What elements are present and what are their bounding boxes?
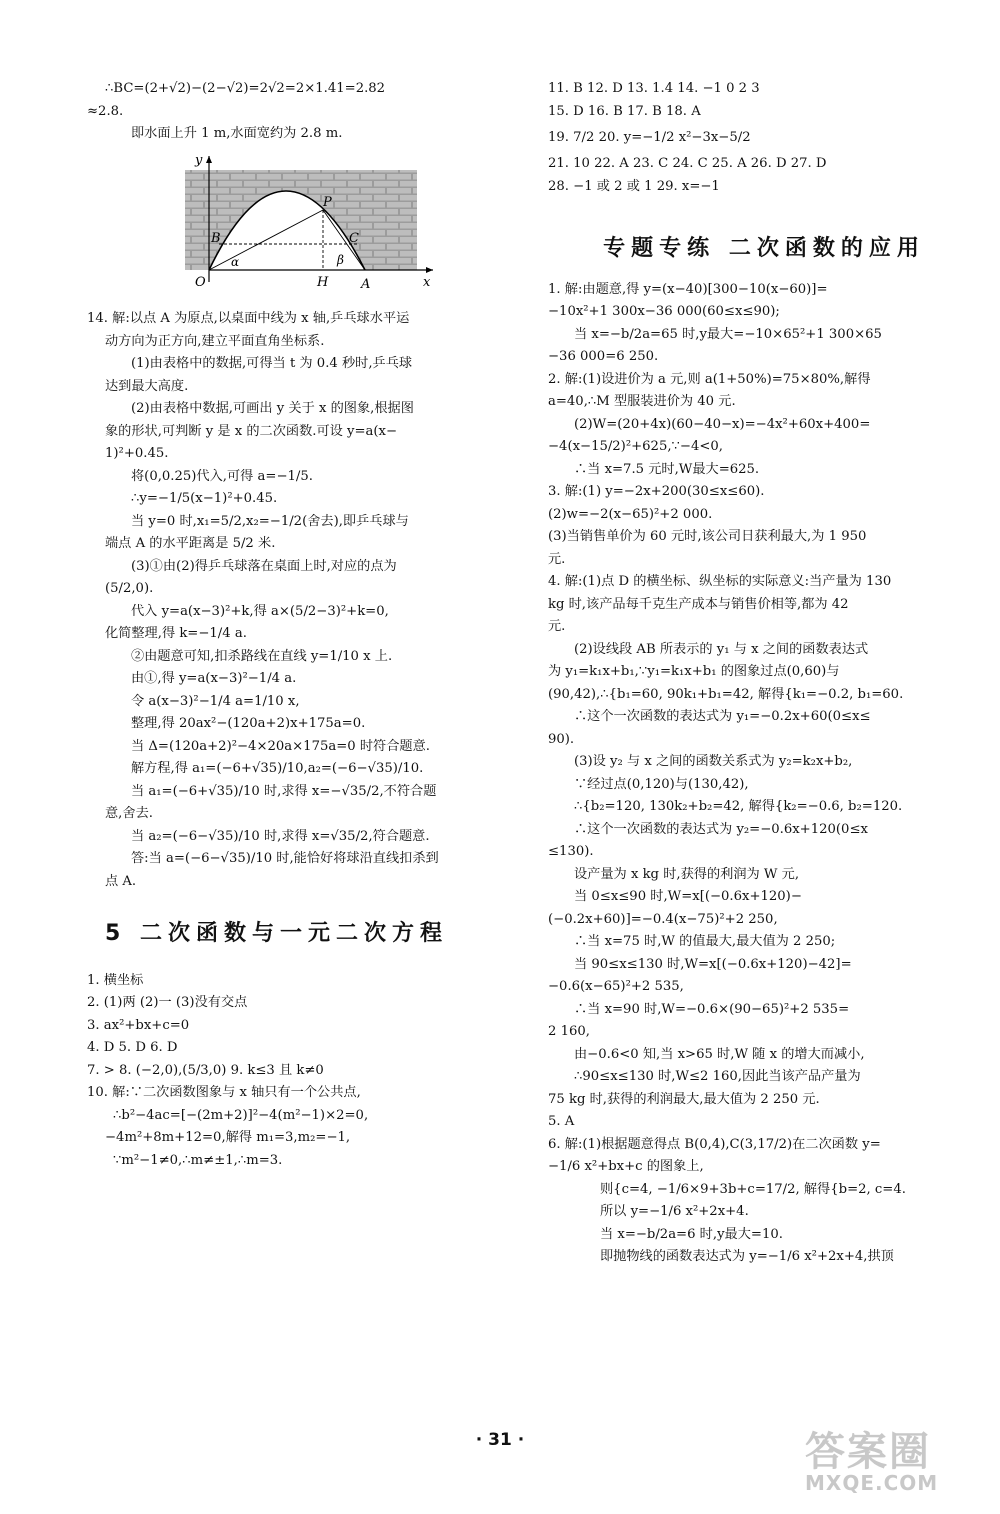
- watermark-text: 答案圈: [805, 1429, 931, 1475]
- label-b: B: [211, 230, 221, 246]
- text-line: 答:当 a=(−6−√35)/10 时,能恰好将球沿直线扣杀到: [131, 851, 439, 866]
- y-axis-arrow: [206, 156, 212, 163]
- text-line: 元.: [548, 619, 566, 634]
- text-line: 象的形状,可判断 y 是 x 的二次函数.可设 y=a(x−: [105, 423, 398, 439]
- text-line: (5/2,0).: [105, 581, 154, 596]
- text-line: 化简整理,得 k=−1/4 a.: [105, 626, 247, 641]
- text-line: 1. 横坐标: [87, 972, 144, 988]
- text-line: 点 A.: [105, 873, 137, 889]
- text-line: −1/6 x²+bx+c 的图象上,: [548, 1159, 704, 1174]
- text-line: ∴当 x=7.5 元时,W最大=625.: [574, 461, 760, 477]
- text-line: 当 x=−b/2a=6 时,y最大=10.: [600, 1226, 783, 1242]
- section-5-answers: [87, 970, 525, 1173]
- page-number: · 31 ·: [475, 1430, 525, 1450]
- text-line: (1)由表格中的数据,可得当 t 为 0.4 秒时,乒乓球: [131, 356, 413, 371]
- section-heading: 专题专练 二次函数的应用: [603, 236, 925, 261]
- text-line: 4. D 5. D 6. D: [87, 1040, 178, 1055]
- text-line: 令 a(x−3)²−1/4 a=1/10 x,: [131, 693, 300, 709]
- left-column: [87, 78, 525, 1172]
- application-solutions: [548, 279, 980, 1269]
- section-heading: 5 二次函数与一元二次方程: [105, 921, 448, 946]
- text-line: ∵m²−1≠0,∴m≠±1,∴m=3.: [113, 1152, 283, 1168]
- text-line: ∴这个一次函数的表达式为 y₂=−0.6x+120(0≤x: [574, 821, 868, 837]
- text-line: 2 160,: [548, 1024, 590, 1039]
- text-line: 90).: [548, 731, 575, 747]
- text-line: 2. (1)两 (2)一 (3)没有交点: [87, 995, 248, 1010]
- text-line: 2. 解:(1)设进价为 a 元,则 a(1+50%)=75×80%,解得: [548, 371, 871, 387]
- text-line: −0.6(x−65)²+2 535,: [548, 979, 684, 994]
- text-line: 由−0.6<0 知,当 x>65 时,W 随 x 的增大而减小,: [574, 1046, 865, 1062]
- text-line: 11. B 12. D 13. 1.4 14. −1 0 2 3: [548, 81, 760, 96]
- text-line: 15. D 16. B 17. B 18. A: [548, 103, 701, 119]
- text-line: 当 x=−b/2a=65 时,y最大=−10×65²+1 300×65: [574, 326, 882, 342]
- text-line: 1. 解:由题意,得 y=(x−40)[300−10(x−60)]=: [548, 281, 828, 297]
- label-c: C: [349, 230, 359, 246]
- text-line: 整理,得 20ax²−(120a+2)x+175a=0.: [131, 716, 366, 731]
- text-line: a=40,∴M 型服装进价为 40 元.: [548, 394, 736, 409]
- text-line: 28. −1 或 2 或 1 29. x=−1: [548, 178, 720, 194]
- text-line: 1)²+0.45.: [105, 446, 169, 461]
- text-line: 21. 10 22. A 23. C 24. C 25. A 26. D 27. D: [548, 156, 827, 171]
- text-line: (2)设线段 AB 所表示的 y₁ 与 x 之间的函数表达式: [574, 641, 869, 657]
- text-line: (3)设 y₂ 与 x 之间的函数关系式为 y₂=k₂x+b₂,: [574, 754, 853, 769]
- text-line: 3. ax²+bx+c=0: [87, 1017, 190, 1033]
- text-line: 达到最大高度.: [105, 378, 189, 394]
- label-x: x: [423, 274, 431, 290]
- question-14: [87, 308, 525, 893]
- text-line: 当 0≤x≤90 时,W=x[(−0.6x+120)−: [574, 889, 802, 904]
- label-beta: β: [337, 252, 344, 267]
- text-line: 3. 解:(1) y=−2x+200(30≤x≤60).: [548, 484, 765, 499]
- text-line: ∴90≤x≤130 时,W≤2 160,因此当该产品产量为: [574, 1069, 861, 1084]
- text-line: (−0.2x+60)]=−0.4(x−75)²+2 250,: [548, 911, 778, 927]
- text-line: 设产量为 x kg 时,获得的利润为 W 元,: [574, 866, 800, 882]
- text-line: ∴{b₂=120, 130k₂+b₂=42, 解得{k₂=−0.6, b₂=120.: [574, 799, 903, 814]
- text-line: ∴当 x=75 时,W 的值最大,最大值为 2 250;: [574, 934, 836, 949]
- text-line: 为 y₁=k₁x+b₁,∵y₁=k₁x+b₁ 的图象过点(0,60)与: [548, 664, 840, 679]
- text-line: 将(0,0.25)代入,可得 a=−1/5.: [131, 468, 313, 484]
- label-o: O: [195, 274, 206, 290]
- text-line: 代入 y=a(x−3)²+k,得 a×(5/2−3)²+k=0,: [131, 603, 389, 619]
- text-line: 75 kg 时,获得的利润最大,最大值为 2 250 元.: [548, 1091, 820, 1107]
- text-line: ∴y=−1/5(x−1)²+0.45.: [131, 491, 278, 506]
- text-line: 5. A: [548, 1114, 575, 1129]
- text-line: −4(x−15/2)²+625,∵−4<0,: [548, 439, 723, 454]
- text-line: 即水面上升 1 m,水面宽约为 2.8 m.: [131, 126, 343, 141]
- text-line: 4. 解:(1)点 D 的横坐标、纵坐标的实际意义:当产量为 130: [548, 574, 892, 589]
- text-line: (90,42),∴{b₁=60, 90k₁+b₁=42, 解得{k₁=−0.2, b₁=60.: [548, 686, 904, 702]
- bridge-arch-diagram: [165, 152, 435, 292]
- label-y: y: [195, 152, 203, 168]
- text-line: −4m²+8m+12=0,解得 m₁=3,m₂=−1,: [105, 1130, 351, 1145]
- text-line: 当 y=0 时,x₁=5/2,x₂=−1/2(舍去),即乒乓球与: [131, 513, 409, 529]
- text-line: ∴b²−4ac=[−(2m+2)]²−4(m²−1)×2=0,: [113, 1107, 369, 1123]
- text-line: 19. 7/2 20. y=−1/2 x²−3x−5/2: [548, 130, 751, 145]
- text-line: kg 时,该产品每千克生产成本与销售价相等,都为 42: [548, 596, 849, 612]
- x-axis-arrow: [426, 267, 433, 273]
- text-line: ≈2.8.: [87, 103, 124, 119]
- text-line: 14. 解:以点 A 为原点,以桌面中线为 x 轴,乒乓球水平运: [87, 311, 410, 326]
- label-h: H: [317, 274, 329, 290]
- text-line: 元.: [548, 551, 566, 567]
- label-p: P: [323, 194, 332, 210]
- text-line: 当 90≤x≤130 时,W=x[(−0.6x+120)−42]=: [574, 956, 852, 972]
- text-line: ≤130).: [548, 844, 594, 859]
- text-line: (2)由表格中数据,可画出 y 关于 x 的图象,根据图: [131, 401, 414, 416]
- text-line: ∴这个一次函数的表达式为 y₁=−0.2x+60(0≤x≤: [574, 709, 871, 724]
- text-line: 意,舍去.: [105, 806, 153, 821]
- text-line: 当 a₂=(−6−√35)/10 时,求得 x=√35/2,符合题意.: [131, 828, 430, 844]
- text-line: (2)W=(20+4x)(60−40−x)=−4x²+60x+400=: [574, 416, 871, 432]
- text-line: 当 a₁=(−6+√35)/10 时,求得 x=−√35/2,不符合题: [131, 783, 437, 799]
- text-line: ∴当 x=90 时,W=−0.6×(90−65)²+2 535=: [574, 1001, 850, 1017]
- text-line: ∴BC=(2+√2)−(2−√2)=2√2=2×1.41=2.82: [105, 81, 386, 96]
- text-line: 端点 A 的水平距离是 5/2 米.: [105, 536, 276, 551]
- text-line: 7. > 8. (−2,0),(5/3,0) 9. k≤3 且 k≠0: [87, 1062, 324, 1078]
- text-line: ②由题意可知,扣杀路线在直线 y=1/10 x 上.: [131, 648, 393, 664]
- label-a: A: [361, 276, 371, 292]
- text-line: (2)w=−2(x−65)²+2 000.: [548, 506, 713, 522]
- text-line: 由①,得 y=a(x−3)²−1/4 a.: [131, 671, 297, 686]
- text-line: ∵经过点(0,120)与(130,42),: [574, 776, 749, 792]
- text-line: 动方向为正方向,建立平面直角坐标系.: [105, 333, 325, 349]
- watermark-logo: [805, 1420, 938, 1495]
- label-alpha: α: [231, 254, 240, 269]
- text-line: −10x²+1 300x−36 000(60≤x≤90);: [548, 304, 780, 319]
- text-line: (3)当销售单价为 60 元时,该公司日获利最大,为 1 950: [548, 529, 867, 544]
- text-line: 即抛物线的函数表达式为 y=−1/6 x²+2x+4,拱顶: [600, 1249, 894, 1264]
- text-line: 10. 解:∵二次函数图象与 x 轴只有一个公共点,: [87, 1085, 361, 1100]
- text-line: 当 Δ=(120a+2)²−4×20a×175a=0 时符合题意.: [131, 738, 430, 754]
- text-line: (3)①由(2)得乒乓球落在桌面上时,对应的点为: [131, 558, 397, 574]
- answer-list: [548, 78, 980, 198]
- text-line: 解方程,得 a₁=(−6+√35)/10,a₂=(−6−√35)/10.: [131, 761, 424, 776]
- right-column: [548, 78, 980, 1269]
- text-line: 所以 y=−1/6 x²+2x+4.: [600, 1204, 749, 1219]
- text-line: −36 000=6 250.: [548, 349, 659, 364]
- parabola-figure: [165, 152, 525, 301]
- text-line: 6. 解:(1)根据题意得点 B(0,4),C(3,17/2)在二次函数 y=: [548, 1136, 881, 1152]
- watermark-url: MXQE.COM: [805, 1471, 939, 1495]
- text-line: 则{c=4, −1/6×9+3b+c=17/2, 解得{b=2, c=4.: [600, 1181, 906, 1197]
